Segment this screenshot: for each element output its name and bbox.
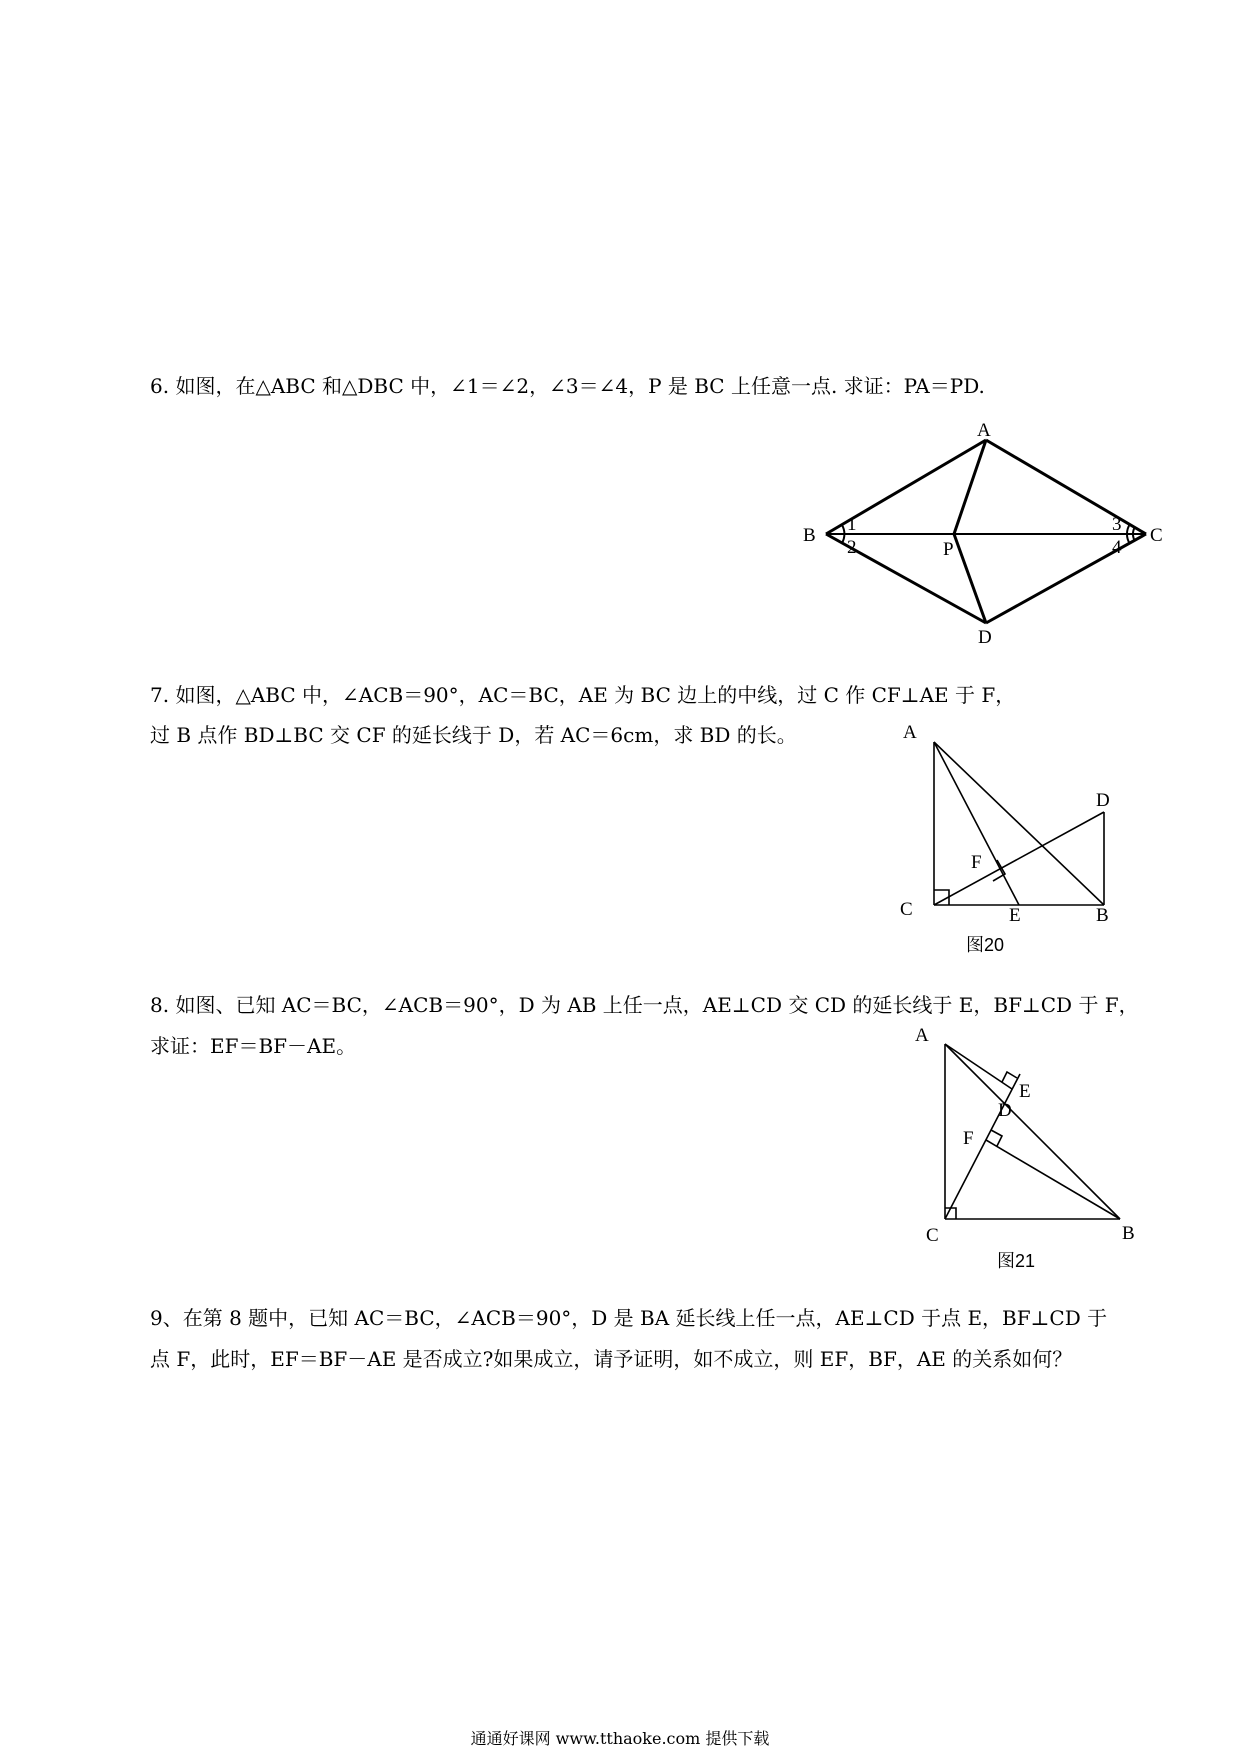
label-b: B [1122,1223,1135,1244]
label-b: B [803,525,816,546]
problem-7-text-line-2: 过 B 点作 BD⊥BC 交 CF 的延长线于 D，若 AC＝6cm，求 BD 的长。 [150,723,797,747]
label-d: D [978,627,992,648]
label-a: A [903,722,917,743]
segment-ce [945,1074,1020,1219]
segment-ab [934,742,1104,905]
segment-dc [986,534,1146,623]
label-angle-4: 4 [1112,537,1122,558]
label-d: D [1096,790,1110,811]
problem-6-text: 6. 如图，在△ABC 和△DBC 中，∠1＝∠2，∠3＝∠4，P 是 BC 上任意一点. 求证：PA＝PD. [150,374,985,398]
caption: 图20 [966,935,1005,955]
segment-ac [986,440,1146,534]
right-angle-mark-e [1002,1072,1017,1082]
label-d: D [998,1100,1012,1121]
problem-9-text-line-1: 9、在第 8 题中，已知 AC＝BC，∠ACB＝90°，D 是 BA 延长线上任一点，AE⊥CD 于点 E，BF⊥CD 于 [150,1306,1108,1330]
label-p: P [943,539,954,560]
label-b: B [1096,905,1109,926]
label-c: C [926,1225,939,1246]
label-e: E [1009,905,1021,926]
label-c: C [1150,525,1163,546]
figure-20 [900,715,1140,975]
caption: 图21 [997,1251,1036,1271]
label-angle-3: 3 [1112,514,1122,535]
figure-problem-6 [800,420,1170,650]
segment-cd [934,812,1104,905]
footer-download-note: 通通好课网 www.tthaoke.com 提供下载 [470,1729,770,1748]
segment-ae [934,742,1019,905]
label-f: F [971,852,982,873]
label-angle-2: 2 [847,537,857,558]
segment-pa [954,440,986,534]
segment-pd [954,534,986,623]
problem-8-text-line-2: 求证：EF＝BF－AE。 [150,1034,357,1058]
label-a: A [915,1025,929,1046]
label-e: E [1019,1081,1031,1102]
segment-ae [945,1044,1012,1089]
right-angle-mark-f [993,860,1005,881]
problem-8-text-line-1: 8. 如图、已知 AC＝BC，∠ACB＝90°，D 为 AB 上任一点，AE⊥CD 交 CD 的延长线于 E，BF⊥CD 于 F， [150,993,1139,1017]
label-a: A [977,420,991,441]
problem-9-text-line-2: 点 F，此时，EF＝BF－AE 是否成立?如果成立，请予证明，如不成立，则 EF，BF，AE 的关系如何？ [150,1347,1073,1371]
problem-7-text-line-1: 7. 如图，△ABC 中，∠ACB＝90°，AC＝BC，AE 为 BC 边上的中线，过 C 作 CF⊥AE 于 F， [150,683,1016,707]
label-f: F [963,1128,974,1149]
label-c: C [900,899,913,920]
label-angle-1: 1 [847,514,857,535]
figure-21 [910,1020,1150,1280]
